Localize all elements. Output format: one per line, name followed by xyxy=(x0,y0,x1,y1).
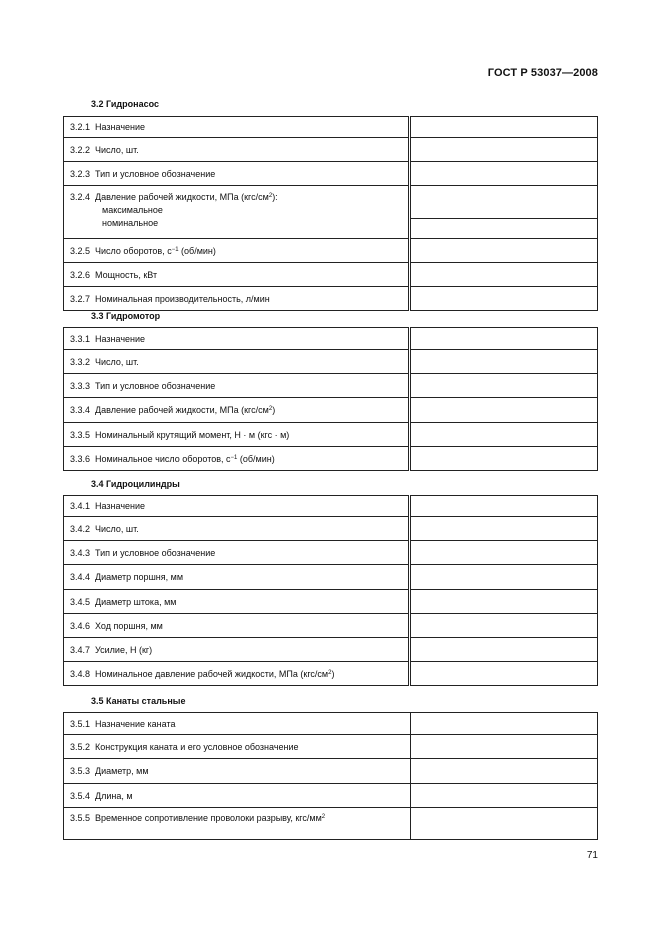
table-3-2 xyxy=(63,116,598,311)
section-title-3-4: 3.4 Гидроцилиндры xyxy=(91,479,180,489)
value-cell[interactable] xyxy=(410,328,598,350)
row-label: 3.2.3 Тип и условное обозначение xyxy=(64,162,410,186)
table-row xyxy=(64,662,598,686)
table-row xyxy=(64,186,598,239)
value-cell[interactable] xyxy=(410,496,598,517)
value-cell[interactable] xyxy=(410,374,598,398)
row-label: 3.2.5 Число оборотов, $с^{-1}$ (об/мин) xyxy=(64,239,410,263)
value-cell[interactable] xyxy=(410,287,598,311)
row-label: 3.3.3 Тип и условное обозначение xyxy=(64,374,410,398)
row-label: 3.3.5 Номинальный крутящий момент, Н · м (кгс · м) xyxy=(64,423,410,447)
page-number: 71 xyxy=(586,850,598,861)
row-label: 3.4.6 Ход поршня, мм xyxy=(64,614,410,638)
table-3-3 xyxy=(63,327,598,471)
table-row xyxy=(64,590,598,614)
section-title-3-3: 3.3 Гидромотор xyxy=(91,311,161,321)
row-label: 3.4.5 Диаметр штока, мм xyxy=(64,590,410,614)
value-cell[interactable] xyxy=(410,423,598,447)
table-row xyxy=(64,614,598,638)
value-cell[interactable] xyxy=(411,808,598,840)
value-cell[interactable] xyxy=(410,239,598,263)
row-label: 3.2.2 Число, шт. xyxy=(64,138,410,162)
table-row xyxy=(64,759,598,784)
table-row xyxy=(64,638,598,662)
row-label: 3.4.3 Тип и условное обозначение xyxy=(64,541,410,565)
row-label: 3.5.2 Конструкция каната и его условное обозначение xyxy=(64,735,411,759)
value-cell[interactable] xyxy=(410,263,598,287)
table-row xyxy=(64,423,598,447)
sub-label-max: максимальное xyxy=(102,205,163,215)
table-row xyxy=(64,162,598,186)
value-cell[interactable] xyxy=(410,162,598,186)
value-cell[interactable] xyxy=(410,590,598,614)
table-row xyxy=(64,517,598,541)
row-label: 3.4.7 Усилие, Н (кг) xyxy=(64,638,410,662)
row-label: 3.3.2 Число, шт. xyxy=(64,350,410,374)
document-code: ГОСТ Р 53037—2008 xyxy=(487,67,598,79)
section-title-3-2: 3.2 Гидронасос xyxy=(91,99,159,109)
table-row xyxy=(64,735,598,759)
sub-label-nominal: номинальное xyxy=(102,218,159,228)
value-cell-max[interactable] xyxy=(411,186,597,218)
row-label: 3.3.1 Назначение xyxy=(64,328,410,350)
table-row xyxy=(64,138,598,162)
value-cell[interactable] xyxy=(410,614,598,638)
row-label: 3.5.1 Назначение каната xyxy=(64,713,411,735)
section-title-3-5: 3.5 Канаты стальные xyxy=(91,696,186,706)
row-label: 3.3.4 Давление рабочей жидкости, МПа $(кгс/см^2)$ xyxy=(64,398,410,423)
table-row xyxy=(64,350,598,374)
value-cell[interactable] xyxy=(411,784,598,808)
table-3-5 xyxy=(63,712,598,840)
table-row xyxy=(64,263,598,287)
table-row xyxy=(64,447,598,471)
row-label: 3.2.4 Давление рабочей жидкости, МПа $(кгс/см^2)$: максимальное номинальное xyxy=(64,186,410,239)
value-cell[interactable] xyxy=(410,447,598,471)
table-row xyxy=(64,784,598,808)
row-label: 3.4.4 Диаметр поршня, мм xyxy=(64,565,410,590)
value-cell[interactable] xyxy=(411,713,598,735)
value-cell[interactable] xyxy=(410,117,598,138)
row-label: 3.4.1 Назначение xyxy=(64,496,410,517)
value-cell[interactable] xyxy=(410,638,598,662)
value-cell-nominal[interactable] xyxy=(411,218,597,238)
table-3-4 xyxy=(63,495,598,686)
value-cell[interactable] xyxy=(411,759,598,784)
table-row xyxy=(64,541,598,565)
row-label: 3.3.6 Номинальное число оборотов, $с^{-1}$ (об/мин) xyxy=(64,447,410,471)
value-cell[interactable] xyxy=(410,517,598,541)
table-row xyxy=(64,713,598,735)
table-row xyxy=(64,808,598,840)
table-row xyxy=(64,398,598,423)
value-cell xyxy=(410,186,598,239)
table-row xyxy=(64,117,598,138)
value-cell[interactable] xyxy=(410,662,598,686)
row-label: 3.5.5 Временное сопротивление проволоки разрыву, кгс/$мм^2$ xyxy=(64,808,411,840)
table-row xyxy=(64,287,598,311)
value-cell[interactable] xyxy=(410,350,598,374)
row-label: 3.4.8 Номинальное давление рабочей жидкости, МПа $(кгс/см^2)$ xyxy=(64,662,410,686)
value-cell[interactable] xyxy=(410,541,598,565)
table-row xyxy=(64,496,598,517)
value-cell[interactable] xyxy=(410,138,598,162)
value-cell[interactable] xyxy=(411,735,598,759)
table-row xyxy=(64,328,598,350)
row-label: 3.5.3 Диаметр, мм xyxy=(64,759,411,784)
table-row xyxy=(64,239,598,263)
table-row xyxy=(64,565,598,590)
table-row xyxy=(64,374,598,398)
row-label: 3.5.4 Длина, м xyxy=(64,784,411,808)
value-cell[interactable] xyxy=(410,565,598,590)
row-label: 3.4.2 Число, шт. xyxy=(64,517,410,541)
value-cell[interactable] xyxy=(410,398,598,423)
row-label: 3.2.1 Назначение xyxy=(64,117,410,138)
row-label: 3.2.6 Мощность, кВт xyxy=(64,263,410,287)
row-label: 3.2.7 Номинальная производительность, л/мин xyxy=(64,287,410,311)
